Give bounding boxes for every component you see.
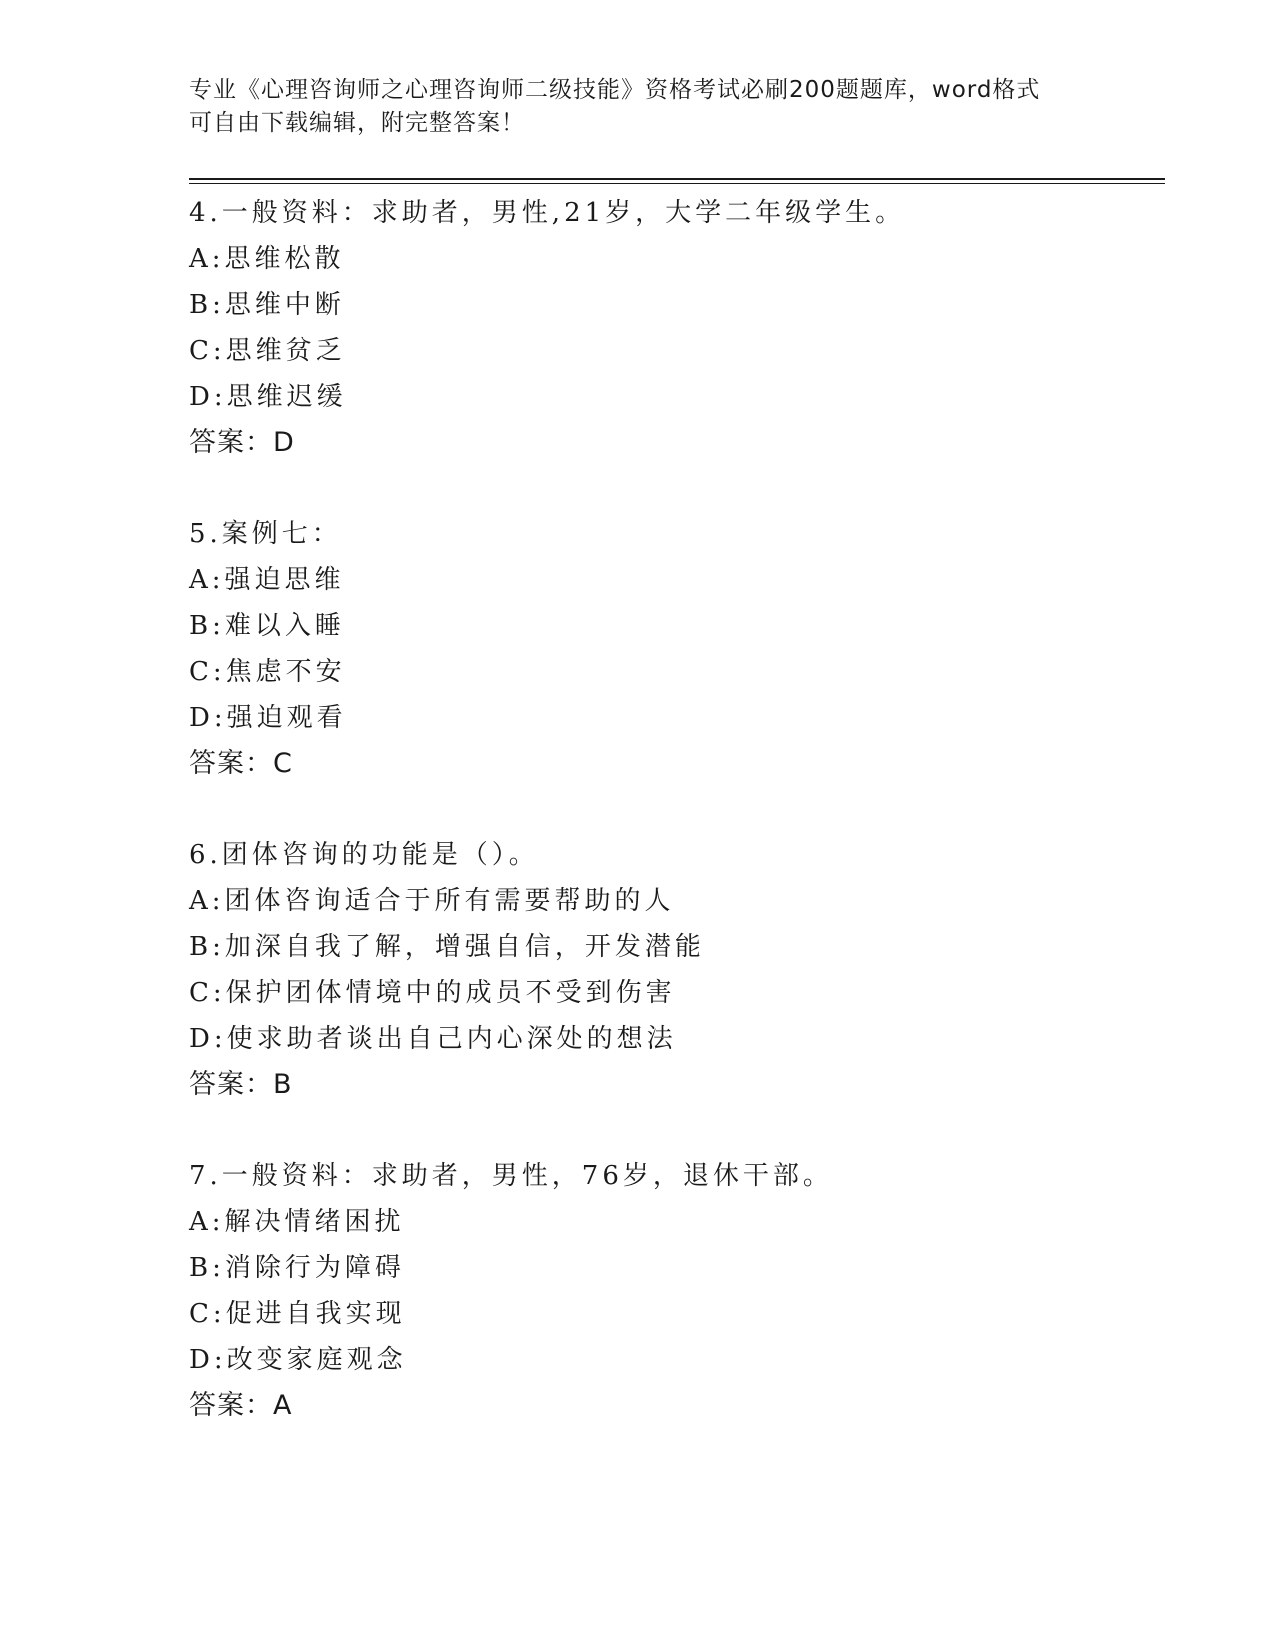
question-stem: 4.一般资料：求助者，男性,21岁，大学二年级学生。	[189, 198, 906, 228]
option-c: C:保护团体情境中的成员不受到伤害	[189, 978, 676, 1008]
option-b: B:难以入睡	[189, 611, 345, 641]
header-divider-thick	[189, 178, 1165, 180]
option-d: D:改变家庭观念	[189, 1345, 407, 1375]
option-a: A:强迫思维	[189, 565, 345, 595]
option-d: D:使求助者谈出自己内心深处的想法	[189, 1024, 677, 1054]
option-b: B:消除行为障碍	[189, 1253, 405, 1283]
question-7	[189, 1153, 1149, 1429]
question-4	[189, 190, 1149, 466]
header-divider-thin	[189, 183, 1165, 184]
document-header	[189, 74, 1089, 140]
option-c: C:思维贫乏	[189, 336, 346, 366]
answer-line: 答案：A	[189, 1390, 293, 1421]
question-list	[189, 190, 1149, 1474]
option-d: D:强迫观看	[189, 703, 347, 733]
header-line-2: 可自由下载编辑，附完整答案！	[189, 110, 525, 136]
option-c: C:焦虑不安	[189, 657, 346, 687]
option-b: B:加深自我了解，增强自信，开发潜能	[189, 932, 705, 962]
option-d: D:思维迟缓	[189, 382, 347, 412]
question-stem: 5.案例七：	[189, 519, 342, 549]
answer-line: 答案：D	[189, 427, 295, 458]
option-a: A:团体咨询适合于所有需要帮助的人	[189, 886, 675, 916]
question-stem: 7.一般资料：求助者，男性，76岁，退休干部。	[189, 1161, 833, 1191]
question-5	[189, 511, 1149, 787]
header-line-1: 专业《心理咨询师之心理咨询师二级技能》资格考试必刷200题题库，word格式	[189, 77, 1041, 103]
question-6	[189, 832, 1149, 1108]
option-a: A:解决情绪困扰	[189, 1207, 405, 1237]
option-c: C:促进自我实现	[189, 1299, 406, 1329]
question-stem: 6.团体咨询的功能是（）。	[189, 840, 539, 870]
answer-line: 答案：C	[189, 748, 293, 779]
answer-line: 答案：B	[189, 1069, 293, 1100]
option-a: A:思维松散	[189, 244, 345, 274]
option-b: B:思维中断	[189, 290, 345, 320]
